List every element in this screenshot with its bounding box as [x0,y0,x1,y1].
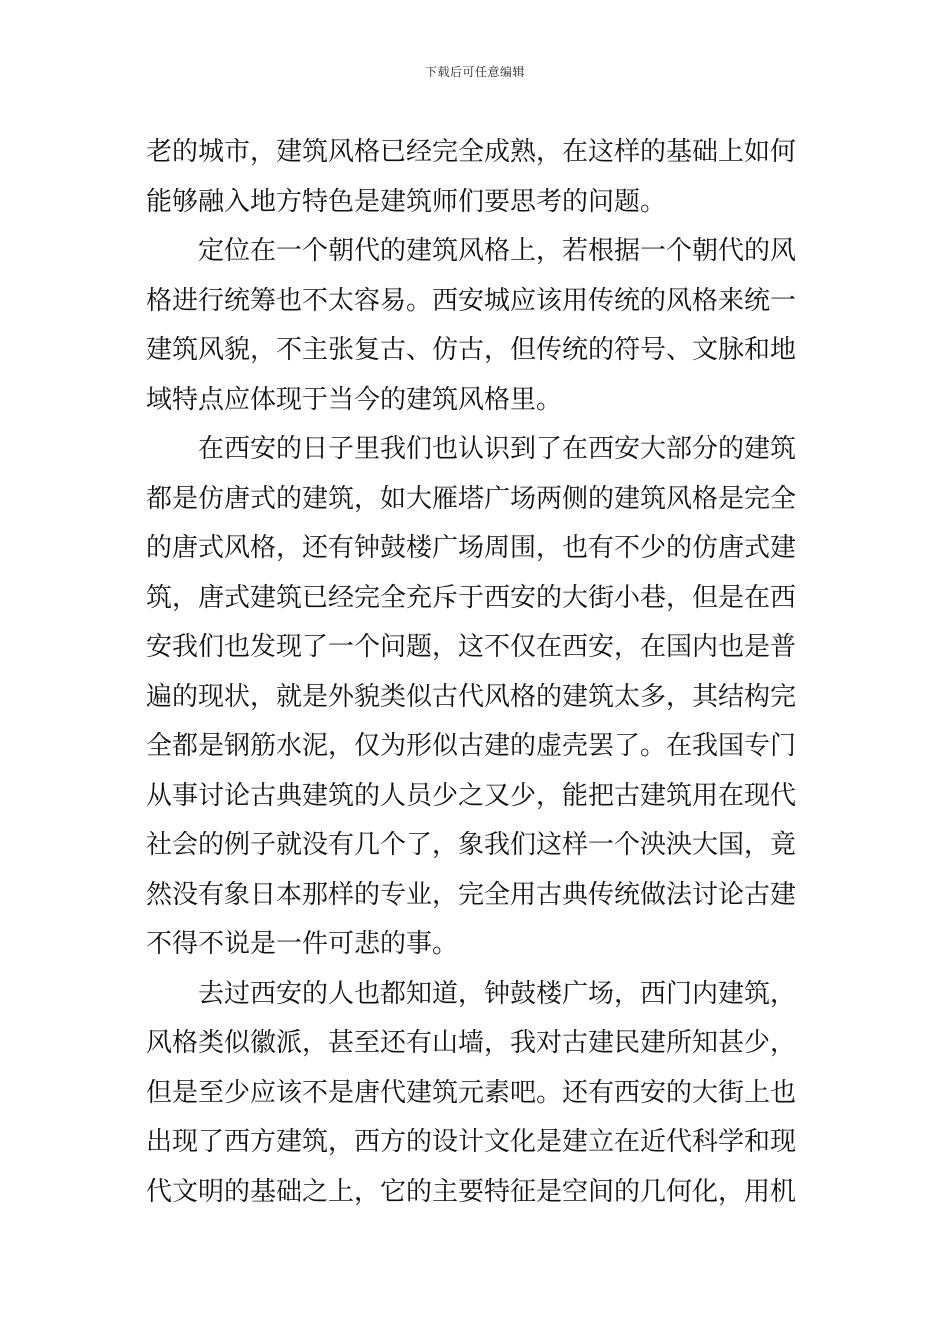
text-line: 不得不说是一件可悲的事。 [146,929,459,959]
text-line: 筑，唐式建筑已经完全充斥于西安的大街小巷，但是在西 [146,582,797,613]
text-line: 都是仿唐式的建筑，如大雁塔广场两侧的建筑风格是完全 [146,483,797,514]
text-line: 社会的例子就没有几个了，象我们这样一个泱泱大国，竟 [146,830,797,860]
text-line: 遍的现状，就是外貌类似古代风格的建筑太多，其结构完 [146,681,797,712]
text-line: 全都是钢筋水泥，仅为形似古建的虚壳罢了。在我国专门 [146,731,797,761]
text-line: 从事讨论古典建筑的人员少之又少，能把古建筑用在现代 [146,780,797,811]
page-header: 下载后可任意编辑 [424,65,525,79]
text-line: 安我们也发现了一个问题，这不仅在西安，在国内也是普 [146,632,797,662]
text-line: 在西安的日子里我们也认识到了在西安大部分的建筑 [146,434,797,464]
text-line: 能够融入地方特色是建筑师们要思考的问题。 [146,186,667,217]
text-line: 去过西安的人也都知道，钟鼓楼广场，西门内建筑， [146,978,797,1009]
text-line: 的唐式风格，还有钟鼓楼广场周围，也有不少的仿唐式建 [146,533,797,563]
text-line: 域特点应体现于当今的建筑风格里。 [146,384,563,415]
text-line: 然没有象日本那样的专业，完全用古典传统做法讨论古建 [146,879,797,910]
body-text [146,128,806,1217]
text-line: 格进行统筹也不太容易。西安城应该用传统的风格来统一 [146,285,797,316]
text-line: 定位在一个朝代的建筑风格上，若根据一个朝代的风 [146,236,797,266]
text-line: 代文明的基础之上，它的主要特征是空间的几何化，用机 [146,1176,797,1207]
text-line: 但是至少应该不是唐代建筑元素吧。还有西安的大街上也 [146,1077,797,1108]
text-line: 出现了西方建筑，西方的设计文化是建立在近代科学和现 [146,1127,797,1157]
text-line: 风格类似徽派，甚至还有山墙，我对古建民建所知甚少， [146,1028,797,1058]
text-line: 建筑风貌，不主张复古、仿古，但传统的符号、文脉和地 [146,335,797,365]
text-line: 老的城市，建筑风格已经完全成熟，在这样的基础上如何 [146,137,797,167]
